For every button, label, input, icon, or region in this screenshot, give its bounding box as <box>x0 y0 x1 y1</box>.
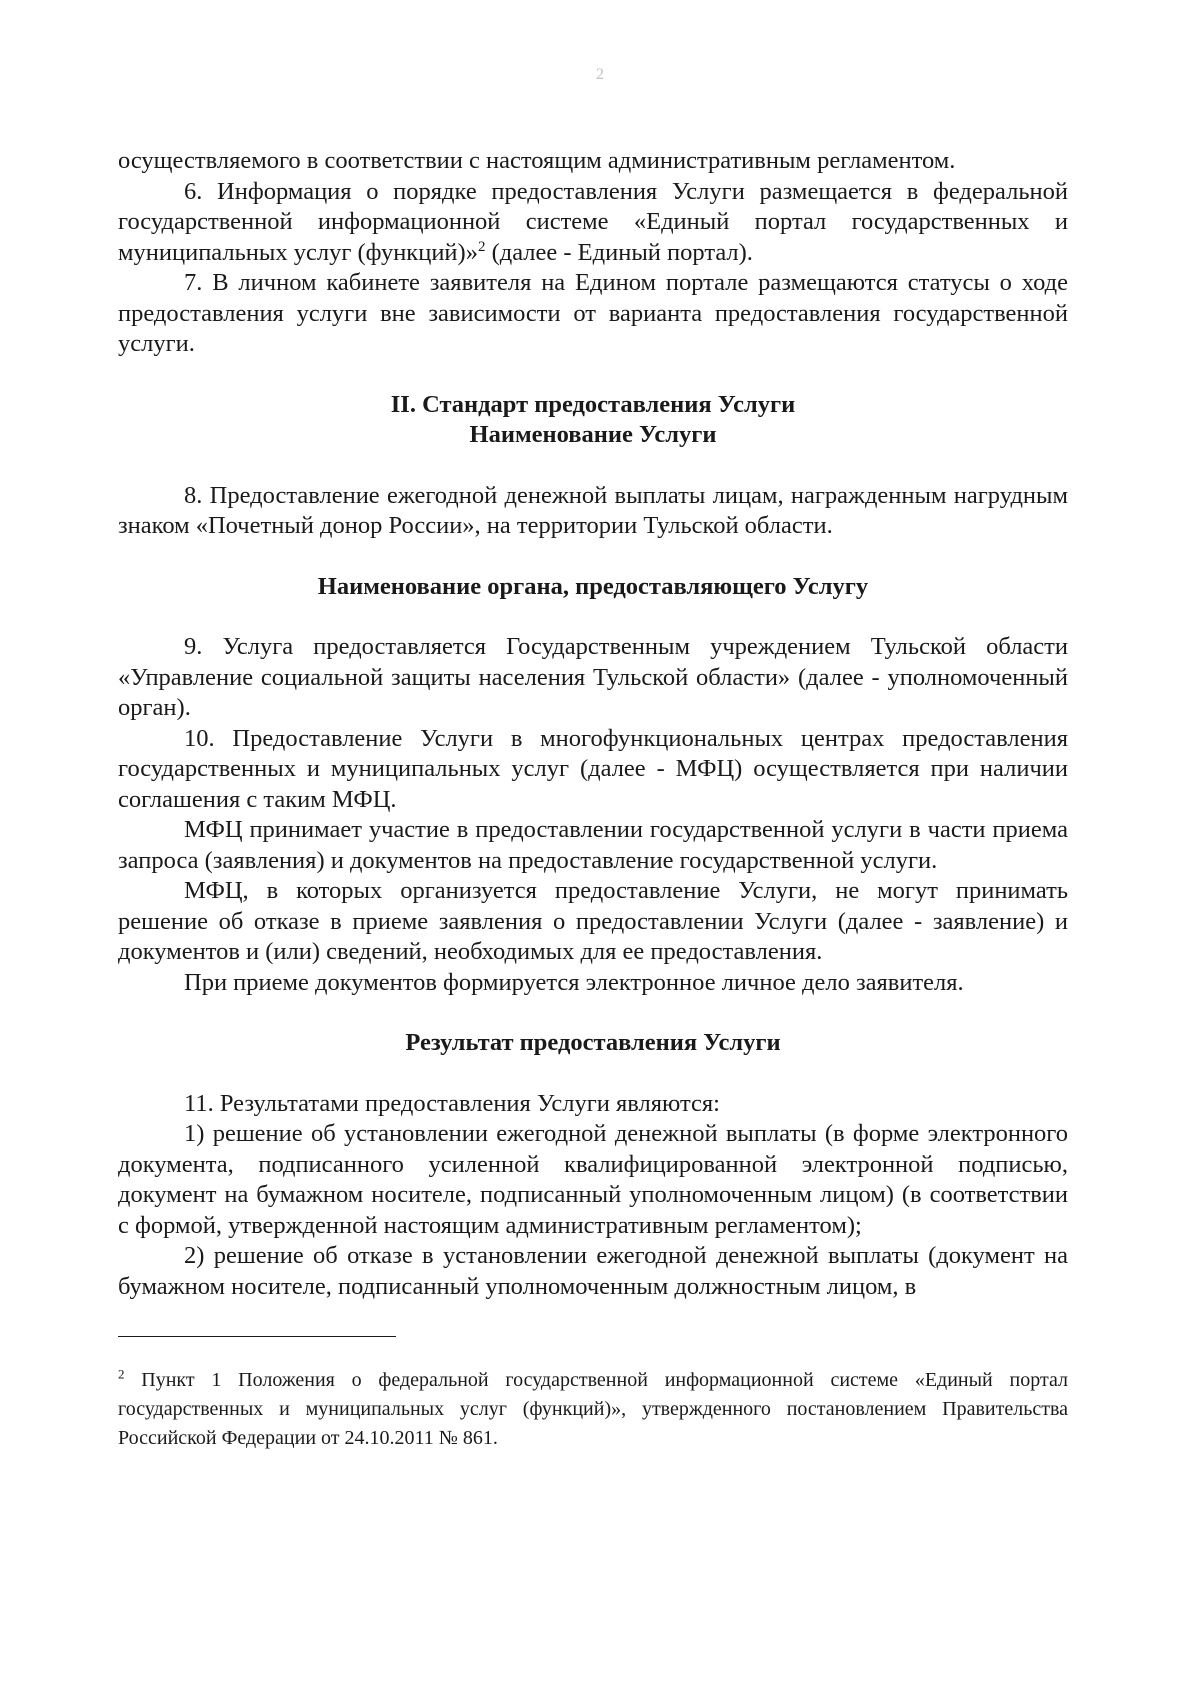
footnote-separator <box>118 1336 396 1337</box>
paragraph-6-tail: (далее - Единый портал). <box>485 238 753 266</box>
footnote-text: Пункт 1 Положения о федеральной государственной информационной системе «Единый портал государственных и муниципальных услуг (функций)», утвержденного постановлением Правительства Российской Федерации от 24.10.2011 № 861. <box>118 1369 1068 1449</box>
paragraph-6-text: 6. Информация о порядке предоставления Услуги размещается в федеральной государственной информационной системе «Единый портал государственных и муниципальных услуг (функций)» <box>118 177 1068 266</box>
paragraph-11-item-1: 1) решение об установлении ежегодной денежной выплаты (в форме электронного документа, подписанного усиленной квалифицированной электронной подписью, документ на бумажном носителе, подписанный уполномоченным лицом) (в соответствии с формой, утвержденной настоящим административным регламентом); <box>118 1120 1068 1239</box>
spacer <box>118 360 1068 390</box>
document-body <box>118 146 1068 1302</box>
paragraph-8: 8. Предоставление ежегодной денежной выплаты лицам, награжденным нагрудным знаком «Почетный донор России», на территории Тульской области. <box>118 481 1068 539</box>
paragraph-11-item-2: 2) решение об отказе в установлении ежегодной денежной выплаты (документ на бумажном носителе, подписанный уполномоченным должностным лицом, в <box>118 1242 1068 1300</box>
spacer <box>118 998 1068 1028</box>
footnote-marker: 2 <box>118 1366 125 1382</box>
heading-organ: Наименование органа, предоставляющего Услугу <box>317 572 869 600</box>
paragraph-7: 7. В личном кабинете заявителя на Едином портале размещаются статусы о ходе предоставления услуги вне зависимости от варианта предоставления государственной услуги. <box>118 269 1068 357</box>
section-title: II. Стандарт предоставления Услуги <box>390 390 796 418</box>
paragraph-continuation: осуществляемого в соответствии с настоящим административным регламентом. <box>118 147 956 174</box>
footnote-ref: 2 <box>477 238 486 255</box>
paragraph-10c: При приеме документов формируется электронное личное дело заявителя. <box>184 968 964 996</box>
paragraph-9: 9. Услуга предоставляется Государственным учреждением Тульской области «Управление социальной защиты населения Тульской области» (далее - уполномоченный орган). <box>118 633 1068 721</box>
paragraph-6 <box>118 177 1068 269</box>
paragraph-10: 10. Предоставление Услуги в многофункциональных центрах предоставления государственных и муниципальных услуг (далее - МФЦ) осуществляется при наличии соглашения с таким МФЦ. <box>118 724 1068 813</box>
paragraph-10b: МФЦ, в которых организуется предоставление Услуги, не могут принимать решение об отказе в приеме заявления о предоставлении Услуги (далее - заявление) и документов и (или) сведений, необходимых для ее предоставления. <box>118 877 1068 965</box>
footnote <box>118 1366 1068 1453</box>
spacer <box>118 602 1068 632</box>
paragraph-10a: МФЦ принимает участие в предоставлении государственной услуги в части приема запроса (заявления) и документов на предоставление государственной услуги. <box>118 816 1068 874</box>
spacer <box>118 542 1068 572</box>
paragraph-11: 11. Результатами предоставления Услуги являются: <box>184 1089 720 1117</box>
page-number: 2 <box>596 66 604 83</box>
section-subtitle: Наименование Услуги <box>469 421 717 448</box>
heading-result: Результат предоставления Услуги <box>405 1029 781 1056</box>
spacer <box>118 451 1068 481</box>
spacer <box>118 1059 1068 1089</box>
